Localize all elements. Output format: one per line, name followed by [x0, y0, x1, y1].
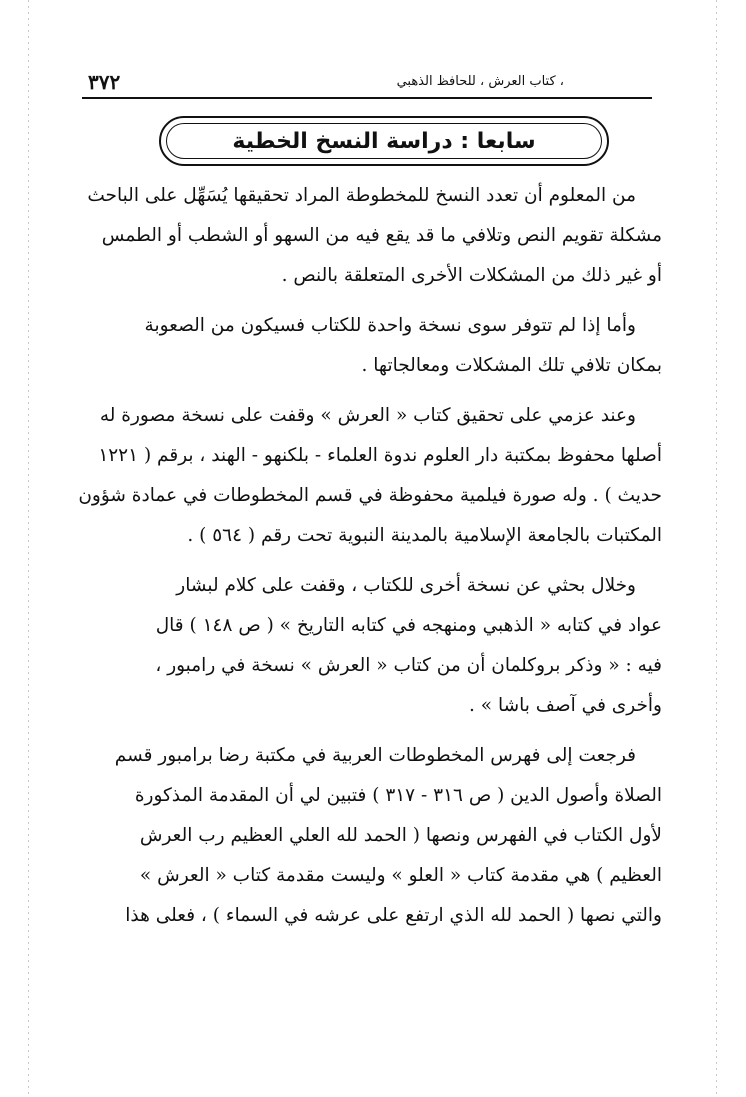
text-line: حديث ) . وله صورة فيلمية محفوظة في قسم المخطوطات في عمادة شؤون — [78, 485, 662, 506]
text-line: وخلال بحثي عن نسخة أخرى للكتاب ، وقفت على كلام لبشار — [176, 575, 636, 596]
paragraph-2 — [78, 306, 662, 386]
section-title: سابعا : دراسة النسخ الخطية — [232, 128, 536, 154]
text-line: فرجعت إلى فهرس المخطوطات العربية في مكتبة رضا برامبور قسم — [114, 745, 636, 766]
paragraph-4 — [78, 566, 662, 726]
text-line: المكتبات بالجامعة الإسلامية بالمدينة النبوية تحت رقم ( ٥٦٤ ) . — [187, 525, 662, 546]
text-line: بمكان تلافي تلك المشكلات ومعالجاتها . — [361, 355, 662, 376]
text-line: فيه : « وذكر بروكلمان أن من كتاب « العرش » نسخة في رامبور ، — [155, 655, 662, 676]
text-line: أصلها محفوظ بمكتبة دار العلوم ندوة العلماء - بلكنهو - الهند ، برقم ( ١٢٢١ — [98, 445, 662, 466]
text-line: عواد في كتابه « الذهبي ومنهجه في كتابه التاريخ » ( ص ١٤٨ ) قال — [155, 615, 662, 636]
text-line: وأخرى في آصف باشا » . — [469, 695, 662, 716]
text-line: أو غير ذلك من المشكلات الأخرى المتعلقة بالنص . — [281, 265, 662, 286]
running-header — [82, 70, 652, 96]
text-line: من المعلوم أن تعدد النسخ للمخطوطة المراد تحقيقها يُسَهِّل على الباحث — [87, 185, 636, 206]
section-heading-frame — [159, 116, 609, 166]
page-number: ٣٧٢ — [88, 70, 121, 94]
scan-edge-right — [716, 0, 717, 1097]
paragraph-5 — [78, 736, 662, 936]
text-line: والتي نصها ( الحمد لله الذي ارتفع على عرشه في السماء ) ، فعلى هذا — [125, 905, 662, 926]
body-text — [78, 176, 662, 946]
running-title: ، كتاب العرش ، للحافظ الذهبي — [396, 74, 564, 89]
text-line: وأما إذا لم تتوفر سوى نسخة واحدة للكتاب فسيكون من الصعوبة — [144, 315, 636, 336]
text-line: لأول الكتاب في الفهرس ونصها ( الحمد لله العلي العظيم رب العرش — [139, 825, 662, 846]
header-rule — [82, 97, 652, 99]
scan-edge-left — [28, 0, 29, 1097]
text-line: وعند عزمي على تحقيق كتاب « العرش » وقفت على نسخة مصورة له — [99, 405, 636, 426]
text-line: الصلاة وأصول الدين ( ص ٣١٦ - ٣١٧ ) فتبين لي أن المقدمة المذكورة — [134, 785, 662, 806]
text-line: مشكلة تقويم النص وتلافي ما قد يقع فيه من السهو أو الشطب أو الطمس — [101, 225, 662, 246]
paragraph-1 — [78, 176, 662, 296]
text-line: العظيم ) هي مقدمة كتاب « العلو » وليست مقدمة كتاب « العرش » — [139, 865, 662, 886]
section-heading-inner-frame — [166, 123, 602, 159]
paragraph-3 — [78, 396, 662, 556]
